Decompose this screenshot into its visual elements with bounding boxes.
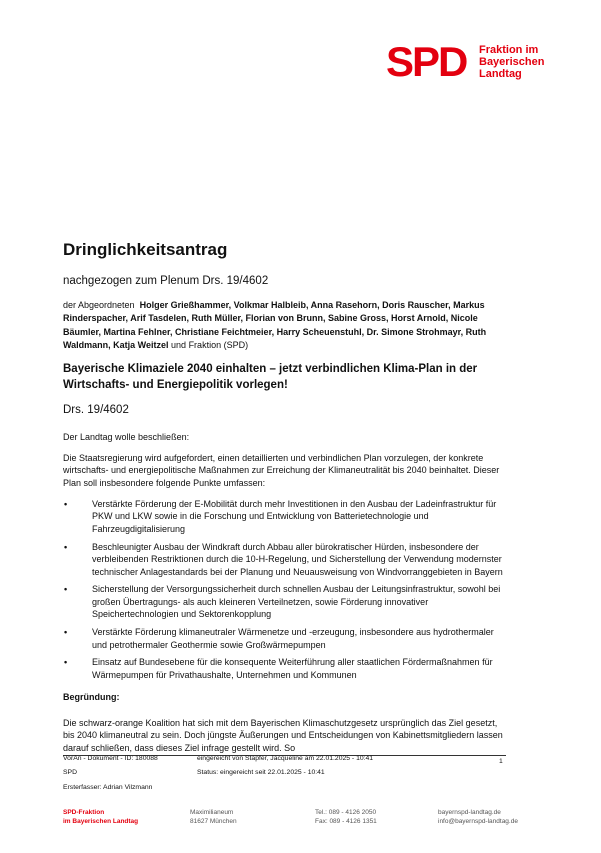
status-text: Status: eingereicht seit 22.01.2025 - 10:41 bbox=[197, 769, 325, 776]
authors-names: Holger Grießhammer, Volkmar Halbleib, Anna Rasehorn, Doris Rauscher, Markus Rinderspacher, Arif Tasdelen, Ruth Müller, Florian von Brunn, Sabine Gross, Horst Arnold, Nicole Bäumler, Martina Fehlner, Christiane Feichtmeier, Harry Scheuenstuhl, Dr. Simone Strohmayr, Ruth Waldmann, Katja Weitzel bbox=[63, 300, 487, 350]
bullet-icon: • bbox=[64, 657, 68, 668]
spd-logo bbox=[386, 38, 546, 85]
party-label: SPD bbox=[63, 769, 77, 776]
page-number: 1 bbox=[499, 758, 503, 765]
list-item bbox=[63, 626, 511, 651]
document-title: Dringlichkeitsantrag bbox=[63, 240, 228, 259]
bullet-icon: • bbox=[64, 627, 68, 638]
list-item bbox=[63, 656, 511, 681]
list-item-text: Verstärkte Förderung klimaneutraler Wärmenetze und -erzeugung, insbesondere aus hydrothermaler und petrothermaler Geothermie sowie Großwärmepumpen bbox=[92, 627, 494, 650]
reason-paragraph: Die schwarz-orange Koalition hat sich mit dem Bayerischen Klimaschutzgesetz ursprünglich das Ziel gesetzt, bis 2040 klimaneutral zu sein. Doch jüngste Äußerungen und Entscheidungen von Kabinettsmitgliedern lassen darauf schließen, dass dieses Ziel infrage gestellt wird. So bbox=[63, 718, 503, 753]
document-subtitle: nachgezogen zum Plenum Drs. 19/4602 bbox=[63, 275, 269, 287]
document-id: VorAn - Dokument - ID: 180088 bbox=[63, 755, 158, 762]
logo-sub-line-2: Bayerischen bbox=[479, 56, 545, 68]
logo-sub-line-3: Landtag bbox=[479, 68, 522, 80]
footer-org-line-1: SPD-Fraktion bbox=[63, 809, 105, 816]
creator-text: Ersterfasser: Adrian Vilzmann bbox=[63, 784, 153, 791]
footer-contact bbox=[438, 808, 518, 826]
logo-mark: SPD bbox=[386, 38, 467, 85]
footer-org-line-2: im Bayerischen Landtag bbox=[63, 818, 139, 825]
list-item-text: Beschleunigter Ausbau der Windkraft durch Abbau aller bürokratischer Hürden, insbesondere der verbleibenden Restriktionen durch die 10-H-Regelung, und Sicherstellung der Verwendung modernster technischer Anlagestandards bei der Planung und Neuausweisung von Windvorranggebieten in Bayern bbox=[92, 541, 503, 577]
list-item bbox=[63, 583, 511, 620]
resolution-paragraph: Die Staatsregierung wird aufgefordert, einen detaillierten und verbindlichen Plan vorzulegen, der konkrete wirtschafts- und energiepolitische Maßnahmen zur Erreichung der Klimaneutralität bis 2040 beinhaltet. Dieser Plan soll insbesondere folgende Punkte umfassen: bbox=[63, 453, 500, 488]
list-item-text: Sicherstellung der Versorgungssicherheit durch schnellen Ausbau der Leitungsinfrastruktur, sowohl bei großen Übertragungs- als auch kleineren Verteilnetzen, sowie Förderung innovativer Speichertechnologien und Sektorenkopplung bbox=[92, 584, 501, 620]
list-item-text: Verstärkte Förderung der E-Mobilität durch mehr Investitionen in den Ausbau der Ladeinfrastruktur für PKW und LKW sowie in die Forschung und Entwicklung von Batterietechnologie und Fahrzeugdigitalisierung bbox=[92, 499, 497, 534]
authors-prefix: der Abgeordneten bbox=[63, 300, 135, 310]
bullet-icon: • bbox=[64, 584, 68, 595]
footer-email-link[interactable]: info@bayernspd-landtag.de bbox=[438, 818, 518, 825]
drs-number: Drs. 19/4602 bbox=[63, 404, 129, 416]
footer-phone bbox=[315, 808, 377, 826]
footer-address-line-1: Maximilianeum bbox=[190, 809, 234, 816]
resolution-intro: Der Landtag wolle beschließen: bbox=[63, 432, 190, 442]
authors-suffix: und Fraktion (SPD) bbox=[171, 339, 249, 350]
bullet-icon: • bbox=[64, 499, 68, 509]
authors-paragraph bbox=[63, 299, 506, 352]
footer-fax: Fax: 089 - 4126 1351 bbox=[315, 818, 377, 825]
measures-list bbox=[63, 498, 511, 687]
logo-sub-line-1: Fraktion im bbox=[479, 44, 539, 56]
footer-address-line-2: 81627 München bbox=[190, 818, 237, 825]
footer-address bbox=[190, 808, 237, 826]
footer-web-link[interactable]: bayernspd-landtag.de bbox=[438, 809, 501, 816]
footer-organisation bbox=[63, 808, 138, 826]
submitted-by: eingereicht von Stapfer, Jacqueline am 22.01.2025 - 10:41 bbox=[197, 755, 374, 762]
list-item-text: Einsatz auf Bundesebene für die konsequente Weiterführung aller staatlichen Fördermaßnahmen für Wärmepumpen für Privathaushalte, Unternehmen und Kommunen bbox=[92, 657, 493, 680]
list-item bbox=[63, 498, 511, 535]
logo-subtitle bbox=[479, 44, 559, 80]
reason-heading: Begründung: bbox=[63, 692, 120, 702]
motion-title: Bayerische Klimaziele 2040 einhalten – jetzt verbindlichen Klima-Plan in der Wirtschafts- und Energiepolitik vorlegen! bbox=[63, 363, 478, 391]
bullet-icon: • bbox=[64, 541, 68, 552]
footer-tel: Tel.: 089 - 4126 2050 bbox=[315, 809, 377, 816]
list-item bbox=[63, 541, 511, 578]
